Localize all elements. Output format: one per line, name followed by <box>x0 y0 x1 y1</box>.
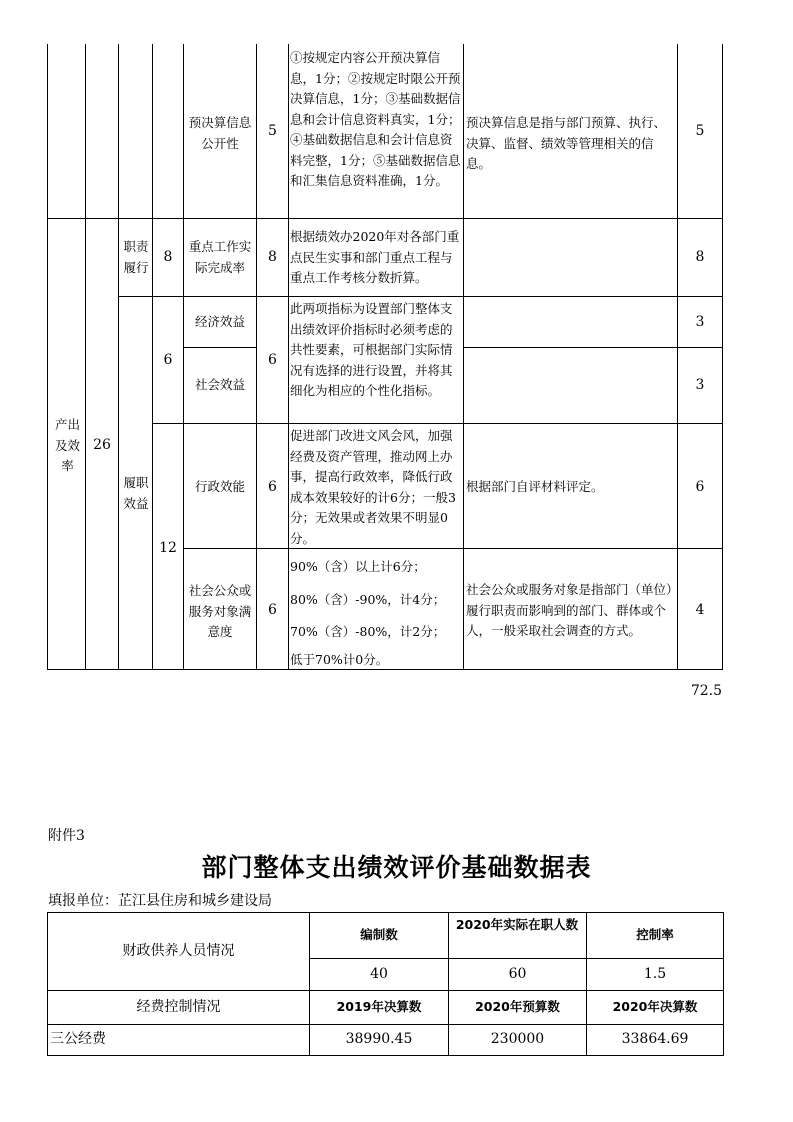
social-benefit-label: 社会效益 <box>194 377 245 392</box>
sangong-2019: 38990.45 <box>345 1031 413 1047</box>
expense-label: 经费控制情况 <box>136 999 221 1015</box>
benefit-indicator-score: 6 <box>268 352 277 368</box>
unit-label: 填报单位：芷江县住房和城乡建设局 <box>48 893 272 909</box>
attachment-label: 附件3 <box>48 828 85 844</box>
staff-value-actual: 60 <box>508 966 527 982</box>
total-score: 72.5 <box>690 683 722 699</box>
staff-label: 财政供养人员情况 <box>122 943 235 959</box>
criteria-disclosure: ①按规定内容公开预决算信息，1分；②按规定时限公开预决算信息，1分；③基础数据信息和会计信息资料真实，1分；④基础数据信息和会计信息资料完整，1分；⑤基础数据信息和汇集信息资料准确，1分。 <box>290 50 461 188</box>
group-output-score: 26 <box>93 437 111 453</box>
admin-group-score: 12 <box>159 540 177 556</box>
sub-duty-label: 职责履行 <box>123 239 149 275</box>
score-disclosure: 5 <box>268 123 277 139</box>
sangong-2020-final: 33864.69 <box>621 1031 689 1047</box>
criteria-satisfaction-1: 90%（含）以上计6分； <box>290 559 426 574</box>
criteria-satisfaction-4: 低于70%计0分。 <box>290 652 389 667</box>
sub-effect-label: 履职效益 <box>123 475 149 511</box>
result-disclosure: 5 <box>695 123 705 139</box>
benefit-group-score: 6 <box>163 352 173 368</box>
econ-benefit-label: 经济效益 <box>194 314 245 329</box>
staff-value-authorized: 40 <box>370 966 388 982</box>
score-duty: 8 <box>268 249 277 265</box>
criteria-duty: 根据绩效办2020年对各部门重点民生实事和部门重点工程与重点工作考核分数折算。 <box>290 229 460 285</box>
score-satisfaction: 6 <box>268 602 277 618</box>
criteria-satisfaction-2: 80%（含）-90%，计4分； <box>290 592 446 607</box>
note-admin: 根据部门自评材料评定。 <box>466 479 604 494</box>
expense-header-2020-budget: 2020年预算数 <box>475 999 560 1014</box>
expense-header-2020-final: 2020年决算数 <box>612 999 698 1014</box>
sangong-2020-budget: 230000 <box>490 1031 545 1047</box>
result-duty: 8 <box>695 249 705 265</box>
result-satisfaction: 4 <box>695 602 705 618</box>
group-output-label: 产出及效率 <box>54 417 80 473</box>
indicator-duty: 重点工作实际完成率 <box>188 239 252 275</box>
expense-header-2019: 2019年决算数 <box>336 999 422 1014</box>
sub-duty-score: 8 <box>163 249 173 265</box>
score-admin: 6 <box>268 479 277 495</box>
staff-value-rate: 1.5 <box>643 966 667 982</box>
indicator-admin: 行政效能 <box>194 479 245 494</box>
col-header-actual-staff: 2020年实际在职人数 <box>455 917 579 932</box>
sangong-label: 三公经费 <box>50 1031 106 1047</box>
criteria-satisfaction-3: 70%（含）-80%，计2分； <box>290 624 446 639</box>
col-header-control-rate: 控制率 <box>636 927 674 942</box>
note-satisfaction: 社会公众或服务对象是指部门（单位）履行职责而影响到的部门、群体或个人，一般采取社会调查的方式。 <box>466 582 673 638</box>
note-disclosure: 预决算信息是指与部门预算、执行、决算、监督、绩效等管理相关的信息。 <box>466 115 667 171</box>
result-social: 3 <box>695 377 705 393</box>
indicator-disclosure: 预决算信息公开性 <box>188 115 252 151</box>
criteria-admin: 促进部门改进文风会风，加强经费及资产管理，推动网上办事，提高行政效率，降低行政成本效果较好的计6分；一般3分；无效果或者效果不明显0分。 <box>290 428 456 546</box>
criteria-benefit: 此两项指标为设置部门整体支出绩效评价指标时必须考虑的共性要素，可根据部门实际情况有选择的进行设置，并将其细化为相应的个性化指标。 <box>290 301 453 398</box>
page-title: 部门整体支出绩效评价基础数据表 <box>201 853 592 882</box>
col-header-authorized: 编制数 <box>360 927 398 942</box>
indicator-satisfaction: 社会公众或服务对象满意度 <box>188 583 252 639</box>
result-admin: 6 <box>695 479 705 495</box>
result-econ: 3 <box>695 314 705 330</box>
